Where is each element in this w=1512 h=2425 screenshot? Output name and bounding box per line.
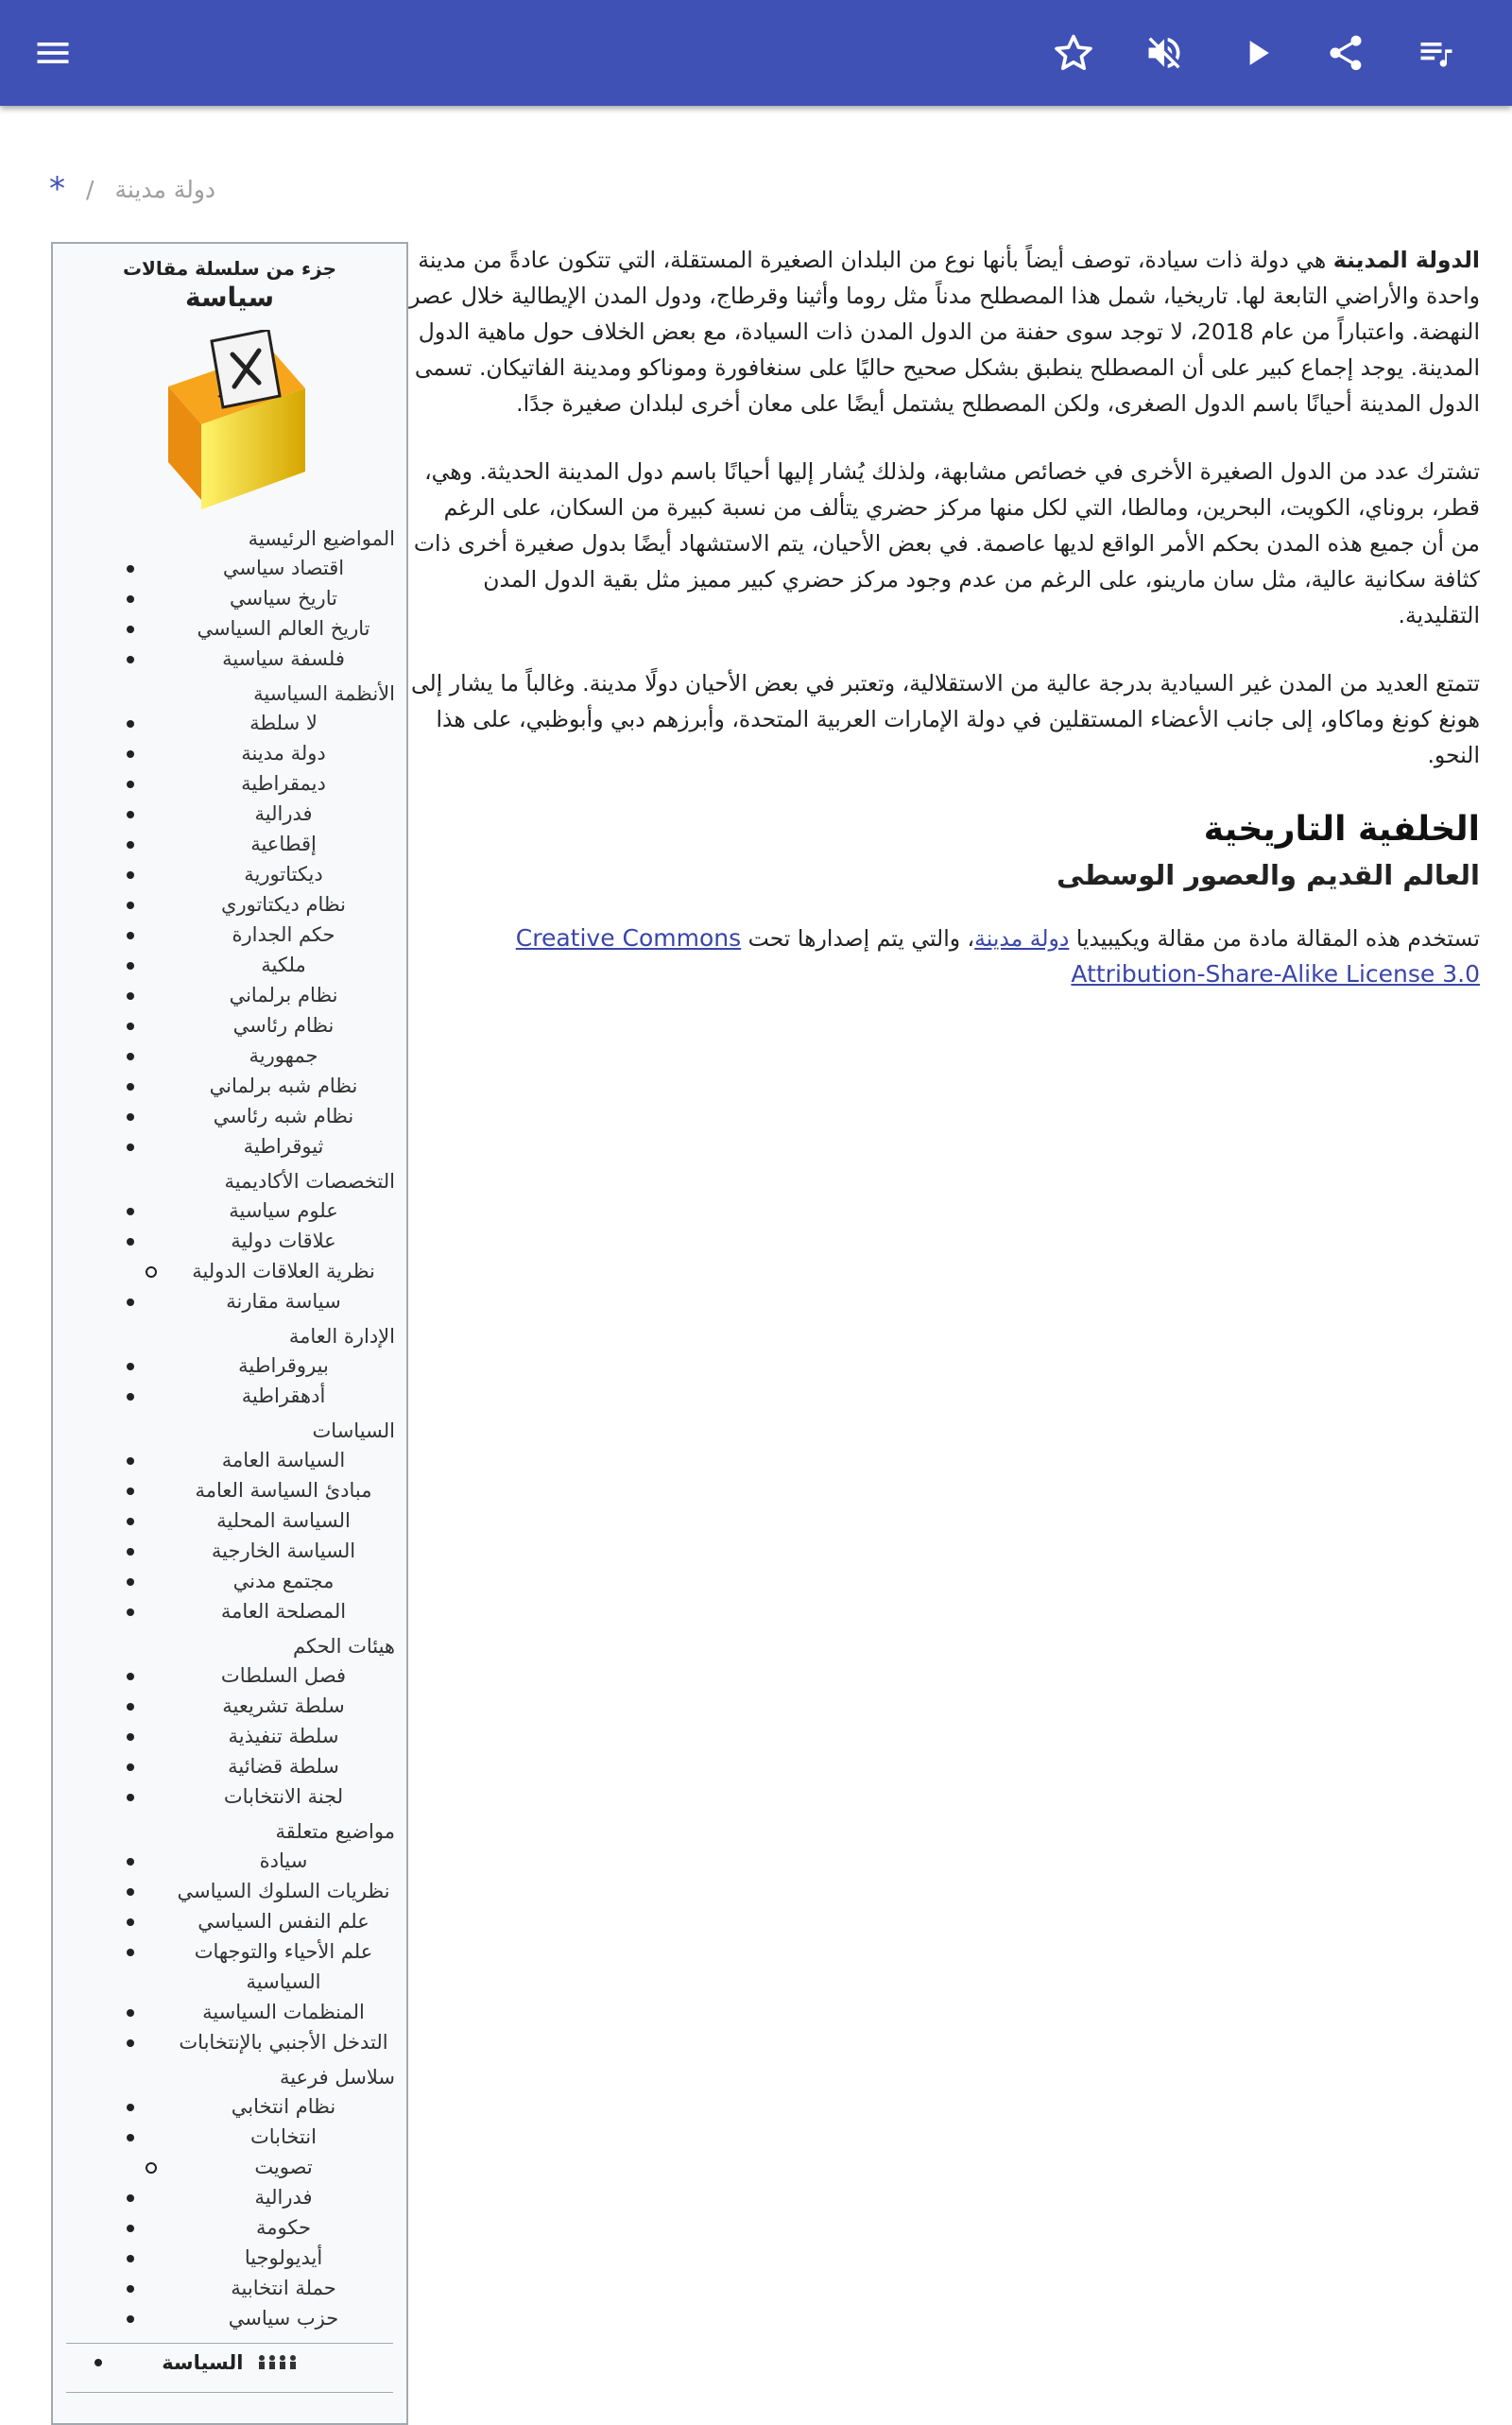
infobox-item-label: المصلحة العامة — [220, 1600, 347, 1623]
series-title[interactable]: سياسة — [185, 282, 274, 313]
infobox-item-label: انتخابات — [250, 2125, 317, 2148]
infobox-item-label: المنظمات السياسية — [202, 2001, 365, 2023]
infobox-item-label: أدهقراطية — [241, 1384, 326, 1407]
bullet-icon — [127, 1608, 134, 1616]
infobox-section-heading: مواضيع متعلقة — [275, 1820, 395, 1843]
footer-politics-link[interactable] — [53, 2344, 406, 2382]
bullet-icon — [127, 2285, 134, 2293]
bullet-icon — [127, 1763, 134, 1771]
bullet-icon — [127, 1053, 134, 1060]
license-prefix: تستخدم هذه المقالة مادة من مقالة ويكيبيديا — [1069, 925, 1480, 952]
bullet-icon — [127, 2134, 134, 2141]
bullet-icon — [127, 1733, 134, 1741]
share-icon[interactable] — [1317, 25, 1374, 81]
infobox-list — [53, 1660, 406, 1812]
bullet-icon — [127, 1518, 134, 1525]
infobox-list — [53, 2091, 406, 2333]
infobox-list-item[interactable] — [161, 553, 406, 583]
infobox-section-heading: التخصصات الأكاديمية — [224, 1170, 395, 1193]
infobox-item-label: نظام شبه برلماني — [209, 1075, 358, 1097]
infobox-list-item[interactable] — [161, 1101, 406, 1131]
ballot-box-icon — [130, 330, 329, 519]
bullet-icon — [127, 626, 134, 633]
menu-icon[interactable] — [25, 25, 81, 81]
bullet-icon — [127, 841, 134, 849]
bullet-icon — [127, 1949, 134, 1956]
infobox-list-item[interactable] — [161, 2212, 406, 2243]
intro-text: هي دولة ذات سيادة، توصف أيضاً بأنها نوع من البلدان الصغيرة المستقلة، التي تتكون عادةً من مدينة واحدة والأراضي التابعة لها. تاريخيا، شمل هذا المصطلح مدناً مثل روما وأثينا وقرطاج، ودول المدن الإيطالية خلال عصر النهضة. واعتباراً من عام 2018، لا توجد سوى حفنة من الدول المدن ذات السيادة، مع بعض الخلاف حول ماهية الدول المدينة. يوجد إجماع كبير على أن المصطلح ينطبق بشكل صحيح حاليًا على سنغافورة وموناكو ومدينة الفاتيكان. تسمى الدول المدينة أحيانًا باسم الدول الصغرى، ولكن المصطلح يشتمل أيضًا على معان أخرى لبلدان صغيرة جدًا. — [409, 247, 1480, 417]
infobox-list-item[interactable] — [161, 768, 406, 799]
bullet-icon — [127, 1393, 134, 1401]
infobox-item-label: فدرالية — [254, 802, 313, 825]
infobox-list-item[interactable] — [161, 1936, 406, 1997]
breadcrumb-home[interactable]: * — [49, 170, 65, 208]
section-heading-history: الخلفية التاريخية — [1203, 810, 1480, 849]
infobox-item-label: لجنة الانتخابات — [223, 1785, 344, 1808]
infobox-list-item[interactable] — [161, 1596, 406, 1626]
playlist-icon[interactable] — [1408, 25, 1465, 81]
infobox-item-label: نظرية العلاقات الدولية — [192, 1260, 375, 1282]
bullet-icon — [127, 1083, 134, 1091]
infobox-list-item[interactable] — [161, 1131, 406, 1161]
infobox-list-item[interactable] — [161, 644, 406, 674]
bullet-icon — [127, 565, 134, 573]
infobox-item-label: ملكية — [261, 954, 306, 976]
infobox-item-label: التدخل الأجنبي بالإنتخابات — [179, 2031, 388, 2054]
infobox-item-label: مجتمع مدني — [232, 1570, 335, 1592]
bullet-icon — [127, 1208, 134, 1215]
bullet-icon — [127, 1113, 134, 1121]
infobox-item-label: تصويت — [254, 2156, 313, 2178]
infobox-item-label: علاقات دولية — [231, 1230, 336, 1252]
license-link[interactable]: Creative Commons Attribution-Share-Alike License 3.0 — [515, 924, 1480, 988]
bullet-icon — [127, 932, 134, 939]
breadcrumb-separator: / — [86, 175, 94, 203]
bullet-icon — [146, 2162, 157, 2174]
bullet-icon — [127, 871, 134, 879]
bullet-icon — [127, 1023, 134, 1030]
infobox-item-label: ديمقراطية — [241, 772, 326, 795]
infobox-list-item[interactable] — [161, 1721, 406, 1751]
infobox-list-item[interactable] — [161, 799, 406, 829]
infobox-list-item[interactable] — [161, 1997, 406, 2027]
infobox-item-label: السياسة العامة — [221, 1449, 346, 1471]
infobox-list-item[interactable] — [161, 583, 406, 613]
bullet-icon — [127, 1144, 134, 1151]
bullet-icon — [127, 1673, 134, 1680]
series-label: جزء من سلسلة مقالات — [122, 257, 337, 280]
infobox-list — [53, 1846, 406, 2057]
people-icon — [256, 2345, 298, 2382]
infobox-list-item[interactable] — [161, 1445, 406, 1475]
infobox-item-label: سلطة تشريعية — [222, 1694, 345, 1717]
infobox-item-label: ثيوقراطية — [243, 1135, 324, 1158]
infobox-list-item[interactable] — [161, 1536, 406, 1566]
bullet-icon — [127, 1703, 134, 1711]
infobox-item-label: نظريات السلوك السياسي — [177, 1880, 390, 1902]
infobox-item-label: سيادة — [259, 1849, 308, 1872]
bullet-icon — [127, 1238, 134, 1246]
infobox-item-label: فدرالية — [254, 2186, 313, 2209]
infobox-item-label: نظام شبه رئاسي — [213, 1105, 354, 1127]
bullet-icon — [127, 1578, 134, 1586]
infobox-list-item[interactable] — [161, 920, 406, 950]
infobox-list-item[interactable] — [161, 1475, 406, 1505]
bullet-icon — [127, 1457, 134, 1465]
infobox-list-item[interactable] — [161, 1286, 406, 1316]
bullet-icon — [127, 2255, 134, 2262]
infobox-item-label: أيديولوجيا — [244, 2246, 323, 2269]
footer-label: السياسة — [162, 2351, 244, 2374]
infobox-list-item[interactable] — [161, 613, 406, 644]
bullet-icon — [127, 1488, 134, 1495]
infobox-item-label: جمهورية — [249, 1044, 318, 1067]
infobox-section-heading: هيئات الحكم — [293, 1635, 395, 1658]
infobox-list-item[interactable] — [161, 1256, 406, 1286]
infobox-list-item[interactable] — [161, 2091, 406, 2122]
infobox-item-label: نظام انتخابي — [231, 2095, 336, 2118]
infobox-item-label: حملة انتخابية — [231, 2277, 336, 2299]
bullet-icon — [94, 2359, 102, 2366]
bullet-icon — [127, 1918, 134, 1926]
infobox-item-label: سلطة تنفيذية — [228, 1725, 339, 1747]
bullet-icon — [127, 720, 134, 728]
infobox-item-label: علوم سياسية — [229, 1199, 338, 1222]
bullet-icon — [127, 2225, 134, 2232]
paragraph-intro — [408, 242, 1480, 421]
infobox-list-item[interactable] — [161, 2243, 406, 2273]
bullet-icon — [127, 595, 134, 603]
infobox-list-item[interactable] — [161, 950, 406, 980]
infobox-item-label: حكم الجدارة — [232, 923, 335, 946]
infobox-list-item[interactable] — [161, 1751, 406, 1781]
infobox-section-heading: السياسات — [312, 1419, 395, 1442]
volume-off-icon[interactable] — [1136, 25, 1193, 81]
infobox-divider-bottom — [66, 2392, 393, 2393]
infobox-list-item[interactable] — [161, 2273, 406, 2303]
bullet-icon — [127, 2009, 134, 2017]
bullet-icon — [127, 811, 134, 818]
bullet-icon — [146, 1266, 157, 1278]
infobox-item-label: فصل السلطات — [220, 1664, 347, 1687]
bullet-icon — [127, 902, 134, 909]
infobox-list-item[interactable] — [161, 2152, 406, 2182]
infobox-item-label: مبادئ السياسة العامة — [195, 1479, 372, 1502]
infobox-list-item[interactable] — [161, 708, 406, 738]
infobox-list-item[interactable] — [161, 859, 406, 889]
infobox-item-label: حزب سياسي — [228, 2307, 339, 2330]
infobox-item-label: نظام ديكتاتوري — [221, 893, 346, 916]
infobox-list — [53, 1195, 406, 1316]
infobox-list-item[interactable] — [161, 1381, 406, 1411]
infobox-item-label: لا سلطة — [249, 712, 318, 734]
play-icon[interactable] — [1228, 25, 1285, 81]
subsection-heading-ancient: العالم القديم والعصور الوسطى — [1057, 859, 1480, 891]
infobox-list-item[interactable] — [161, 2182, 406, 2212]
license-notice — [408, 920, 1480, 992]
article-body — [408, 242, 1480, 1024]
infobox-item-label: إقطاعية — [250, 833, 317, 855]
infobox-list-item[interactable] — [161, 1906, 406, 1936]
star-outline-icon[interactable] — [1045, 25, 1102, 81]
infobox-list-item[interactable] — [161, 1660, 406, 1691]
infobox-list-item[interactable] — [161, 2027, 406, 2057]
infobox-list-item[interactable] — [161, 1691, 406, 1721]
infobox-item-label: سلطة قضائية — [228, 1755, 339, 1778]
infobox-section-heading: المواضيع الرئيسية — [248, 527, 395, 550]
infobox-sections — [53, 525, 406, 2333]
infobox-list-item[interactable] — [161, 1781, 406, 1812]
bullet-icon — [127, 962, 134, 970]
infobox-section-heading: الإدارة العامة — [288, 1325, 395, 1348]
infobox-list — [53, 553, 406, 674]
infobox-list-item[interactable] — [161, 980, 406, 1010]
infobox-item-label: تاريخ العالم السياسي — [197, 617, 370, 640]
bullet-icon — [127, 2039, 134, 2047]
infobox-list-item[interactable] — [161, 1566, 406, 1596]
bullet-icon — [127, 1858, 134, 1866]
paragraph-non-sovereign: تتمتع العديد من المدن غير السيادية بدرجة عالية من الاستقلالية، وتعتبر في بعض الأحيان دولًا مدينة. وغالباً ما يشار إلى هونغ كونغ وماكاو، إلى جانب الأعضاء المستقلين في دولة الإمارات العربية المتحدة، وأبرزهم دبي وأبوظبي، على هذا النحو. — [410, 670, 1480, 768]
infobox-list-item[interactable] — [161, 2303, 406, 2333]
politics-infobox — [51, 242, 408, 2425]
infobox-list-item[interactable] — [161, 1041, 406, 1071]
infobox-list-item[interactable] — [161, 1010, 406, 1041]
infobox-item-label: علم النفس السياسي — [198, 1910, 369, 1933]
bullet-icon — [127, 656, 134, 663]
infobox-list-item[interactable] — [161, 1195, 406, 1226]
infobox-item-label: سياسة مقارنة — [226, 1290, 341, 1313]
infobox-list-item[interactable] — [161, 1350, 406, 1381]
infobox-item-label: دولة مدينة — [241, 742, 326, 765]
bullet-icon — [127, 2194, 134, 2202]
bullet-icon — [127, 1548, 134, 1556]
infobox-list-item[interactable] — [161, 1226, 406, 1256]
infobox-section-heading: الأنظمة السياسية — [253, 682, 395, 705]
infobox-item-label: بيروقراطية — [238, 1354, 329, 1377]
infobox-item-label: السياسة الخارجية — [211, 1539, 356, 1562]
bullet-icon — [127, 992, 134, 1000]
infobox-section-heading: سلاسل فرعية — [279, 2066, 395, 2089]
infobox-list-item[interactable] — [161, 1846, 406, 1876]
bullet-icon — [127, 1298, 134, 1306]
infobox-list-item[interactable] — [161, 1071, 406, 1101]
bullet-icon — [127, 1888, 134, 1896]
infobox-item-label: ديكتاتورية — [244, 863, 323, 886]
infobox-item-label: علم الأحياء والتوجهات السياسية — [194, 1940, 373, 1993]
infobox-item-label: حكومة — [256, 2216, 311, 2239]
license-middle: ، والتي يتم إصدارها تحت — [741, 925, 975, 952]
infobox-item-label: تاريخ سياسي — [230, 587, 337, 610]
bullet-icon — [127, 1794, 134, 1801]
infobox-item-label: نظام برلماني — [229, 984, 338, 1006]
infobox-list — [53, 1350, 406, 1411]
paragraph-modern: تشترك عدد من الدول الصغيرة الأخرى في خصائص مشابهة، ولذلك يُشار إليها أحيانًا باسم دول المدينة الحديثة. وهي، قطر، بروناي، الكويت، البحرين، ومالطا، التي لكل منها مركز حضري يتألف من نسبة كبيرة من السكان، على الرغم من أن جميع هذه المدن بحكم الأمر الواقع لديها عاصمة. في بعض الأحيان، يتم الاستشهاد أيضًا بدول صغيرة أخرى ذات كثافة سكانية عالية، مثل سان مارينو، على الرغم من عدم وجود مركز حضري كبير مميز مثل بقية الدول المدن التقليدية. — [413, 458, 1480, 628]
infobox-list-item[interactable] — [161, 889, 406, 920]
infobox-item-label: نظام رئاسي — [232, 1014, 335, 1037]
infobox-list-item[interactable] — [161, 738, 406, 768]
bullet-icon — [127, 750, 134, 758]
infobox-item-label: السياسة المحلية — [216, 1509, 351, 1532]
infobox-list-item[interactable] — [161, 1505, 406, 1536]
infobox-item-label: فلسفة سياسية — [222, 647, 345, 670]
infobox-list-item[interactable] — [161, 1876, 406, 1906]
bullet-icon — [127, 781, 134, 788]
bullet-icon — [127, 2104, 134, 2111]
infobox-list — [53, 1445, 406, 1626]
infobox-item-label: اقتصاد سياسي — [222, 557, 345, 579]
breadcrumb — [49, 168, 1463, 210]
bullet-icon — [127, 2315, 134, 2323]
bullet-icon — [127, 1363, 134, 1370]
lead-term: الدولة المدينة — [1332, 247, 1480, 273]
app-bar — [0, 0, 1512, 106]
infobox-list-item[interactable] — [161, 2122, 406, 2152]
source-article-link[interactable]: دولة مدينة — [974, 925, 1070, 952]
infobox-list — [53, 708, 406, 1161]
infobox-list-item[interactable] — [161, 829, 406, 859]
breadcrumb-current: دولة مدينة — [114, 175, 216, 203]
